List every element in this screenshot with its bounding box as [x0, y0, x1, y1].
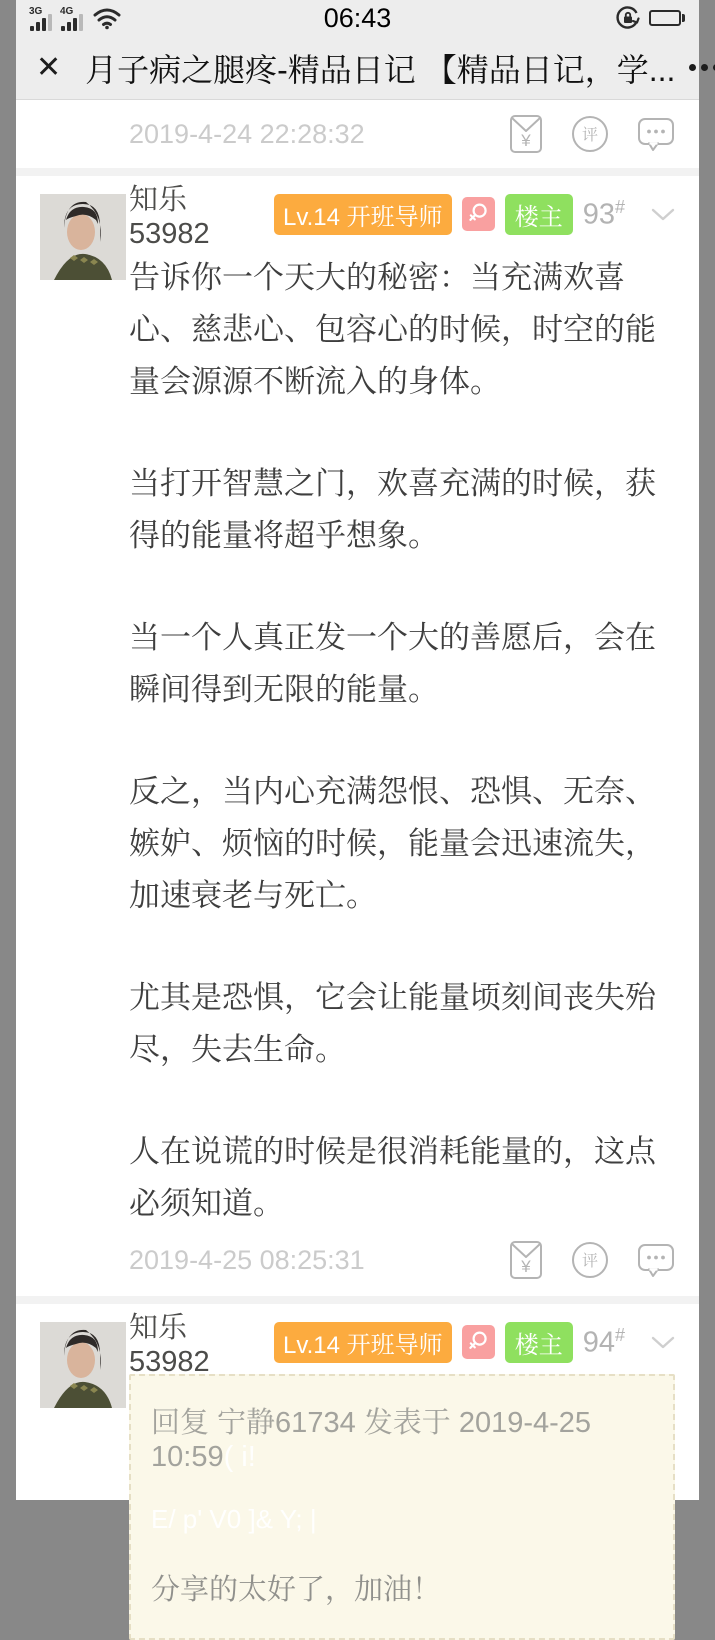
original-poster-badge: 楼主	[505, 1322, 573, 1363]
section-divider	[16, 1296, 699, 1304]
prev-post-footer	[16, 100, 699, 168]
post-paragraph: 尤其是恐惧，它会让能量顷刻间丧失殆尽，失去生命。	[129, 980, 656, 1067]
username[interactable]: 知乐53982	[129, 184, 210, 250]
comment-icon[interactable]	[571, 1241, 609, 1279]
cellular-signal-3g-icon	[30, 5, 52, 31]
cellular-signal-4g-icon	[61, 5, 83, 31]
status-bar	[16, 0, 699, 36]
post-93	[16, 176, 699, 1296]
red-envelope-icon[interactable]	[509, 114, 543, 154]
close-icon[interactable]: ✕	[36, 51, 62, 84]
post-author-row	[129, 184, 675, 250]
chevron-down-icon[interactable]	[651, 1336, 675, 1349]
floor-number: 93#	[582, 196, 625, 231]
post-94	[16, 1304, 699, 1640]
battery-icon	[649, 10, 685, 26]
username[interactable]: 知乐53982	[129, 1312, 210, 1378]
svg-text:评: 评	[581, 127, 599, 144]
network-type-label: 4G	[60, 6, 74, 17]
more-actions-bubble-icon[interactable]	[637, 116, 675, 152]
female-gender-icon	[462, 1325, 495, 1359]
post-paragraph: 反之，当内心充满怨恨、恐惧、无奈、嫉妒、烦恼的时候，能量会迅速流失，加速衰老与死亡。	[129, 774, 656, 913]
page-title: 月子病之腿疼-精品日记 【精品日记，学...	[85, 51, 676, 88]
wifi-icon	[92, 6, 122, 30]
avatar[interactable]	[40, 194, 126, 280]
post-timestamp: 2019-4-25 08:25:31	[129, 1244, 365, 1275]
level-badge: Lv.14 开班导师	[274, 194, 452, 235]
post-paragraph: 告诉你一个天大的秘密：当充满欢喜心、慈悲心、包容心的时候，时空的能量会源源不断流入的身体。	[129, 260, 656, 399]
quote-body: 分享的太好了，加油！	[151, 1574, 442, 1606]
comment-icon[interactable]	[571, 115, 609, 153]
post-paragraph: 人在说谎的时候是很消耗能量的，这点必须知道。	[129, 1134, 656, 1221]
red-envelope-icon[interactable]	[509, 1240, 543, 1280]
post-footer	[129, 1230, 675, 1296]
quote-faint-code: ( i!	[223, 1441, 256, 1473]
section-divider	[16, 168, 699, 176]
nav-bar	[16, 36, 699, 100]
phone-screen	[16, 0, 699, 1606]
avatar[interactable]	[40, 1322, 126, 1408]
svg-text:评: 评	[581, 1253, 599, 1270]
svg-text:¥: ¥	[521, 1257, 531, 1276]
chevron-down-icon[interactable]	[651, 208, 675, 221]
svg-text:¥: ¥	[521, 131, 531, 150]
rotation-lock-icon	[615, 5, 641, 31]
quote-header: 回复 宁静61734 发表于 2019-4-25 10:59( i!	[151, 1407, 592, 1473]
female-gender-icon	[462, 197, 495, 231]
post-paragraph: 当一个人真正发一个大的善愿后，会在瞬间得到无限的能量。	[129, 620, 656, 707]
original-poster-badge: 楼主	[505, 194, 573, 235]
post-author-row	[129, 1312, 675, 1378]
network-type-label: 3G	[29, 6, 43, 17]
quoted-reply-block	[129, 1374, 675, 1640]
post-paragraph: 当打开智慧之门，欢喜充满的时候，获得的能量将超乎想象。	[129, 466, 656, 553]
post-timestamp: 2019-4-24 22:28:32	[129, 118, 365, 149]
quote-code-artifact: E/ p' V0 ]& Y; |	[151, 1504, 317, 1534]
more-menu-icon[interactable]	[689, 64, 715, 71]
more-actions-bubble-icon[interactable]	[637, 1242, 675, 1278]
level-badge: Lv.14 开班导师	[274, 1322, 452, 1363]
floor-number: 94#	[582, 1324, 625, 1359]
clock: 06:43	[323, 2, 392, 33]
post-body	[129, 240, 675, 1230]
